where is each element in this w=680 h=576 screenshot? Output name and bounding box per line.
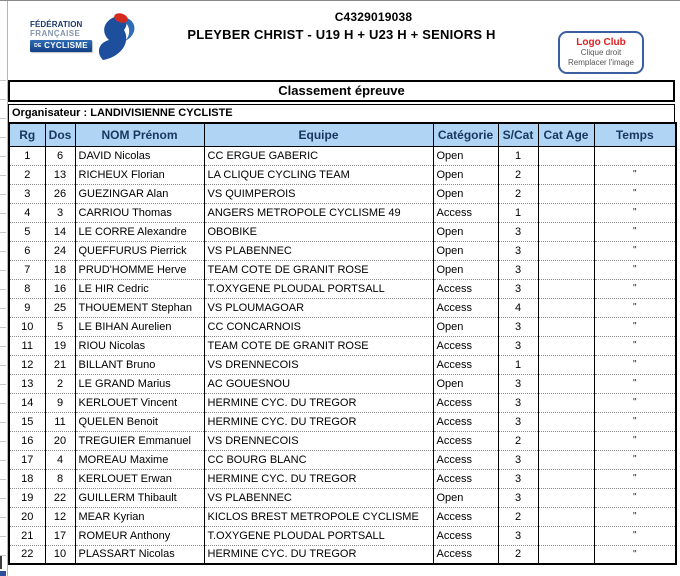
cell-team[interactable]: VS PLABENNEC: [204, 488, 433, 507]
document-header: [8, 1, 675, 80]
cell-rank[interactable]: 11: [9, 336, 45, 355]
cell-time[interactable]: ": [594, 203, 676, 222]
cell-age-category[interactable]: [538, 374, 594, 393]
cell-time[interactable]: ": [594, 260, 676, 279]
cell-bib[interactable]: 4: [45, 450, 75, 469]
cell-age-category[interactable]: [538, 355, 594, 374]
cell-name[interactable]: MOREAU Maxime: [75, 450, 204, 469]
cell-team[interactable]: T.OXYGENE PLOUDAL PORTSALL: [204, 526, 433, 545]
table-row[interactable]: [9, 469, 676, 488]
cell-team[interactable]: ANGERS METROPOLE CYCLISME 49: [204, 203, 433, 222]
cell-subcategory[interactable]: 2: [498, 431, 538, 450]
cell-category[interactable]: Access: [433, 203, 498, 222]
logo-club-placeholder[interactable]: [558, 31, 644, 74]
results-table: [8, 122, 677, 565]
cell-bib[interactable]: 2: [45, 374, 75, 393]
cell-category[interactable]: Access: [433, 298, 498, 317]
cell-time[interactable]: ": [594, 545, 676, 564]
cell-subcategory[interactable]: 3: [498, 336, 538, 355]
sheet-gutter: [0, 1, 8, 576]
cell-name[interactable]: GUEZINGAR Alan: [75, 184, 204, 203]
cell-time[interactable]: ": [594, 241, 676, 260]
column-header-bib: Dos: [45, 123, 75, 146]
cell-rank[interactable]: 13: [9, 374, 45, 393]
cell-subcategory[interactable]: 3: [498, 412, 538, 431]
table-row[interactable]: [9, 507, 676, 526]
cell-bib[interactable]: 24: [45, 241, 75, 260]
cell-name[interactable]: TREGUIER Emmanuel: [75, 431, 204, 450]
cell-age-category[interactable]: [538, 184, 594, 203]
table-row[interactable]: [9, 526, 676, 545]
cell-time[interactable]: ": [594, 431, 676, 450]
cell-name[interactable]: PLASSART Nicolas: [75, 545, 204, 564]
cell-team[interactable]: T.OXYGENE PLOUDAL PORTSALL: [204, 279, 433, 298]
cell-age-category[interactable]: [538, 336, 594, 355]
cell-category[interactable]: Access: [433, 412, 498, 431]
cell-subcategory[interactable]: 3: [498, 241, 538, 260]
cell-rank[interactable]: 2: [9, 165, 45, 184]
cell-time[interactable]: ": [594, 165, 676, 184]
cell-team[interactable]: CC BOURG BLANC: [204, 450, 433, 469]
cell-name[interactable]: RICHEUX Florian: [75, 165, 204, 184]
cell-category[interactable]: Open: [433, 488, 498, 507]
ffc-logo-line2: FRANÇAISE: [30, 29, 81, 38]
cell-bib[interactable]: 10: [45, 545, 75, 564]
column-header-name: NOM Prénom: [75, 123, 204, 146]
cell-name[interactable]: KERLOUET Vincent: [75, 393, 204, 412]
cell-time[interactable]: ": [594, 298, 676, 317]
table-row[interactable]: [9, 450, 676, 469]
table-row[interactable]: [9, 222, 676, 241]
cell-time[interactable]: ": [594, 412, 676, 431]
cell-bib[interactable]: 26: [45, 184, 75, 203]
table-row[interactable]: [9, 184, 676, 203]
cell-name[interactable]: BILLANT Bruno: [75, 355, 204, 374]
cell-rank[interactable]: 17: [9, 450, 45, 469]
cell-bib[interactable]: 22: [45, 488, 75, 507]
cell-time[interactable]: ": [594, 317, 676, 336]
cell-category[interactable]: Open: [433, 184, 498, 203]
table-row[interactable]: [9, 545, 676, 564]
cell-rank[interactable]: 15: [9, 412, 45, 431]
cell-subcategory[interactable]: 2: [498, 507, 538, 526]
cell-team[interactable]: VS PLABENNEC: [204, 241, 433, 260]
cell-name[interactable]: GUILLERM Thibault: [75, 488, 204, 507]
organizer-row: Organisateur : LANDIVISIENNE CYCLISTE: [8, 104, 675, 122]
section-title: Classement épreuve: [8, 80, 675, 102]
cell-team[interactable]: HERMINE CYC. DU TREGOR: [204, 393, 433, 412]
cell-bib[interactable]: 14: [45, 222, 75, 241]
cell-category[interactable]: Open: [433, 165, 498, 184]
sheet-corner-mark: [0, 556, 2, 569]
cell-bib[interactable]: 21: [45, 355, 75, 374]
cell-subcategory[interactable]: 4: [498, 298, 538, 317]
ffc-logo-line1: FÉDÉRATION: [30, 20, 83, 29]
cell-bib[interactable]: 6: [45, 146, 75, 165]
cell-age-category[interactable]: [538, 260, 594, 279]
cell-subcategory[interactable]: 3: [498, 279, 538, 298]
column-header-team: Equipe: [204, 123, 433, 146]
logo-club-title: Logo Club: [576, 37, 626, 48]
cell-bib[interactable]: 8: [45, 469, 75, 488]
cell-category[interactable]: Access: [433, 545, 498, 564]
cell-bib[interactable]: 25: [45, 298, 75, 317]
cell-rank[interactable]: 19: [9, 488, 45, 507]
cell-name[interactable]: LE BIHAN Aurelien: [75, 317, 204, 336]
results-table-header: [9, 123, 676, 146]
cell-time[interactable]: ": [594, 488, 676, 507]
cell-rank[interactable]: 7: [9, 260, 45, 279]
cell-subcategory[interactable]: 3: [498, 526, 538, 545]
cell-name[interactable]: MEAR Kyrian: [75, 507, 204, 526]
cell-age-category[interactable]: [538, 317, 594, 336]
race-code: C4329019038: [334, 10, 413, 24]
cell-category[interactable]: Access: [433, 393, 498, 412]
cell-category[interactable]: Access: [433, 431, 498, 450]
results-body: [9, 146, 676, 564]
column-header-time: Temps: [594, 123, 676, 146]
cell-age-category[interactable]: [538, 412, 594, 431]
cell-subcategory[interactable]: 3: [498, 260, 538, 279]
cell-rank[interactable]: 3: [9, 184, 45, 203]
cell-age-category[interactable]: [538, 222, 594, 241]
cell-time[interactable]: ": [594, 393, 676, 412]
cell-team[interactable]: CC CONCARNOIS: [204, 317, 433, 336]
cell-subcategory[interactable]: 2: [498, 165, 538, 184]
cell-time[interactable]: [594, 146, 676, 165]
cell-age-category[interactable]: [538, 431, 594, 450]
cell-category[interactable]: Open: [433, 146, 498, 165]
cell-rank[interactable]: 8: [9, 279, 45, 298]
cell-team[interactable]: TEAM COTE DE GRANIT ROSE: [204, 260, 433, 279]
ffc-logo-band-text: CYCLISME: [44, 41, 88, 50]
cell-age-category[interactable]: [538, 241, 594, 260]
cell-category[interactable]: Access: [433, 450, 498, 469]
cell-category[interactable]: Open: [433, 317, 498, 336]
cell-age-category[interactable]: [538, 279, 594, 298]
cell-team[interactable]: OBOBIKE: [204, 222, 433, 241]
cell-team[interactable]: TEAM COTE DE GRANIT ROSE: [204, 336, 433, 355]
cell-age-category[interactable]: [538, 507, 594, 526]
cell-age-category[interactable]: [538, 298, 594, 317]
cell-bib[interactable]: 20: [45, 431, 75, 450]
cell-rank[interactable]: 5: [9, 222, 45, 241]
cell-category[interactable]: Access: [433, 526, 498, 545]
cell-rank[interactable]: 20: [9, 507, 45, 526]
cell-subcategory[interactable]: 2: [498, 545, 538, 564]
cell-team[interactable]: HERMINE CYC. DU TREGOR: [204, 469, 433, 488]
table-row[interactable]: [9, 203, 676, 222]
cell-subcategory[interactable]: 3: [498, 450, 538, 469]
logo-club-hint-2: Remplacer l'image: [568, 58, 634, 67]
cell-time[interactable]: ": [594, 222, 676, 241]
cell-subcategory[interactable]: 3: [498, 317, 538, 336]
cell-subcategory[interactable]: 3: [498, 393, 538, 412]
cell-age-category[interactable]: [538, 450, 594, 469]
cell-subcategory[interactable]: 1: [498, 203, 538, 222]
cell-time[interactable]: ": [594, 374, 676, 393]
cell-subcategory[interactable]: 3: [498, 488, 538, 507]
table-row[interactable]: [9, 355, 676, 374]
cell-team[interactable]: LA CLIQUE CYCLING TEAM: [204, 165, 433, 184]
cell-time[interactable]: ": [594, 526, 676, 545]
cell-category[interactable]: Open: [433, 241, 498, 260]
cell-bib[interactable]: 17: [45, 526, 75, 545]
column-header-rank: Rg: [9, 123, 45, 146]
cell-bib[interactable]: 9: [45, 393, 75, 412]
cell-team[interactable]: HERMINE CYC. DU TREGOR: [204, 412, 433, 431]
table-row[interactable]: [9, 488, 676, 507]
cell-rank[interactable]: 22: [9, 545, 45, 564]
cell-name[interactable]: QUEFFURUS Pierrick: [75, 241, 204, 260]
table-row[interactable]: [9, 317, 676, 336]
cell-rank[interactable]: 1: [9, 146, 45, 165]
table-row[interactable]: [9, 336, 676, 355]
cell-rank[interactable]: 4: [9, 203, 45, 222]
cell-category[interactable]: Access: [433, 469, 498, 488]
race-title: PLEYBER CHRIST - U19 H + U23 H + SENIORS H: [187, 27, 496, 42]
cell-bib[interactable]: 12: [45, 507, 75, 526]
cell-age-category[interactable]: [538, 203, 594, 222]
cell-bib[interactable]: 5: [45, 317, 75, 336]
cell-time[interactable]: ": [594, 279, 676, 298]
cell-rank[interactable]: 12: [9, 355, 45, 374]
cell-time[interactable]: ": [594, 355, 676, 374]
cell-subcategory[interactable]: 3: [498, 222, 538, 241]
cell-rank[interactable]: 18: [9, 469, 45, 488]
cell-team[interactable]: HERMINE CYC. DU TREGOR: [204, 545, 433, 564]
table-row[interactable]: [9, 146, 676, 165]
cell-rank[interactable]: 9: [9, 298, 45, 317]
cell-time[interactable]: ": [594, 336, 676, 355]
table-row[interactable]: [9, 165, 676, 184]
cell-age-category[interactable]: [538, 146, 594, 165]
table-row[interactable]: [9, 374, 676, 393]
cell-category[interactable]: Open: [433, 222, 498, 241]
cell-subcategory[interactable]: 3: [498, 469, 538, 488]
cell-team[interactable]: VS QUIMPEROIS: [204, 184, 433, 203]
table-row[interactable]: [9, 241, 676, 260]
cell-age-category[interactable]: [538, 526, 594, 545]
table-row[interactable]: [9, 298, 676, 317]
cell-category[interactable]: Access: [433, 355, 498, 374]
cell-bib[interactable]: 11: [45, 412, 75, 431]
logo-club-hint-1: Clique droit: [580, 48, 622, 57]
cell-category[interactable]: Access: [433, 507, 498, 526]
sheet-selection-mark: [0, 571, 6, 576]
cell-category[interactable]: Open: [433, 374, 498, 393]
cell-bib[interactable]: 3: [45, 203, 75, 222]
cell-subcategory[interactable]: 1: [498, 355, 538, 374]
cell-time[interactable]: ": [594, 184, 676, 203]
cell-time[interactable]: ": [594, 507, 676, 526]
ffc-logo-band-small: DE: [34, 43, 42, 49]
cell-time[interactable]: ": [594, 469, 676, 488]
cell-category[interactable]: Access: [433, 336, 498, 355]
cell-name[interactable]: LE GRAND Marius: [75, 374, 204, 393]
cell-rank[interactable]: 16: [9, 431, 45, 450]
cell-subcategory[interactable]: 1: [498, 146, 538, 165]
cell-name[interactable]: QUELEN Benoit: [75, 412, 204, 431]
cell-name[interactable]: KERLOUET Erwan: [75, 469, 204, 488]
cell-team[interactable]: VS PLOUMAGOAR: [204, 298, 433, 317]
table-row[interactable]: [9, 279, 676, 298]
cell-team[interactable]: VS DRENNECOIS: [204, 431, 433, 450]
cell-team[interactable]: KICLOS BREST METROPOLE CYCLISME: [204, 507, 433, 526]
cell-name[interactable]: THOUEMENT Stephan: [75, 298, 204, 317]
cell-age-category[interactable]: [538, 393, 594, 412]
cell-age-category[interactable]: [538, 469, 594, 488]
cell-rank[interactable]: 14: [9, 393, 45, 412]
cell-name[interactable]: ROMEUR Anthony: [75, 526, 204, 545]
column-header-age-category: Cat Age: [538, 123, 594, 146]
cell-subcategory[interactable]: 3: [498, 374, 538, 393]
cell-bib[interactable]: 16: [45, 279, 75, 298]
cell-rank[interactable]: 10: [9, 317, 45, 336]
document: [8, 1, 675, 565]
cell-rank[interactable]: 6: [9, 241, 45, 260]
cell-name[interactable]: PRUD'HOMME Herve: [75, 260, 204, 279]
table-row[interactable]: [9, 393, 676, 412]
table-row[interactable]: [9, 260, 676, 279]
column-header-subcategory: S/Cat: [498, 123, 538, 146]
cell-age-category[interactable]: [538, 488, 594, 507]
cell-bib[interactable]: 13: [45, 165, 75, 184]
cell-time[interactable]: ": [594, 450, 676, 469]
cell-subcategory[interactable]: 2: [498, 184, 538, 203]
cell-name[interactable]: CARRIOU Thomas: [75, 203, 204, 222]
cell-team[interactable]: VS DRENNECOIS: [204, 355, 433, 374]
cell-bib[interactable]: 19: [45, 336, 75, 355]
column-header-category: Catégorie: [433, 123, 498, 146]
cell-team[interactable]: CC ERGUE GABERIC: [204, 146, 433, 165]
cell-name[interactable]: LE CORRE Alexandre: [75, 222, 204, 241]
table-row[interactable]: [9, 412, 676, 431]
cell-rank[interactable]: 21: [9, 526, 45, 545]
cell-category[interactable]: Open: [433, 260, 498, 279]
cell-name[interactable]: DAVID Nicolas: [75, 146, 204, 165]
cell-name[interactable]: RIOU Nicolas: [75, 336, 204, 355]
cell-category[interactable]: Access: [433, 279, 498, 298]
table-row[interactable]: [9, 431, 676, 450]
cell-age-category[interactable]: [538, 165, 594, 184]
cell-team[interactable]: AC GOUESNOU: [204, 374, 433, 393]
cell-bib[interactable]: 18: [45, 260, 75, 279]
cell-name[interactable]: LE HIR Cedric: [75, 279, 204, 298]
cell-age-category[interactable]: [538, 545, 594, 564]
